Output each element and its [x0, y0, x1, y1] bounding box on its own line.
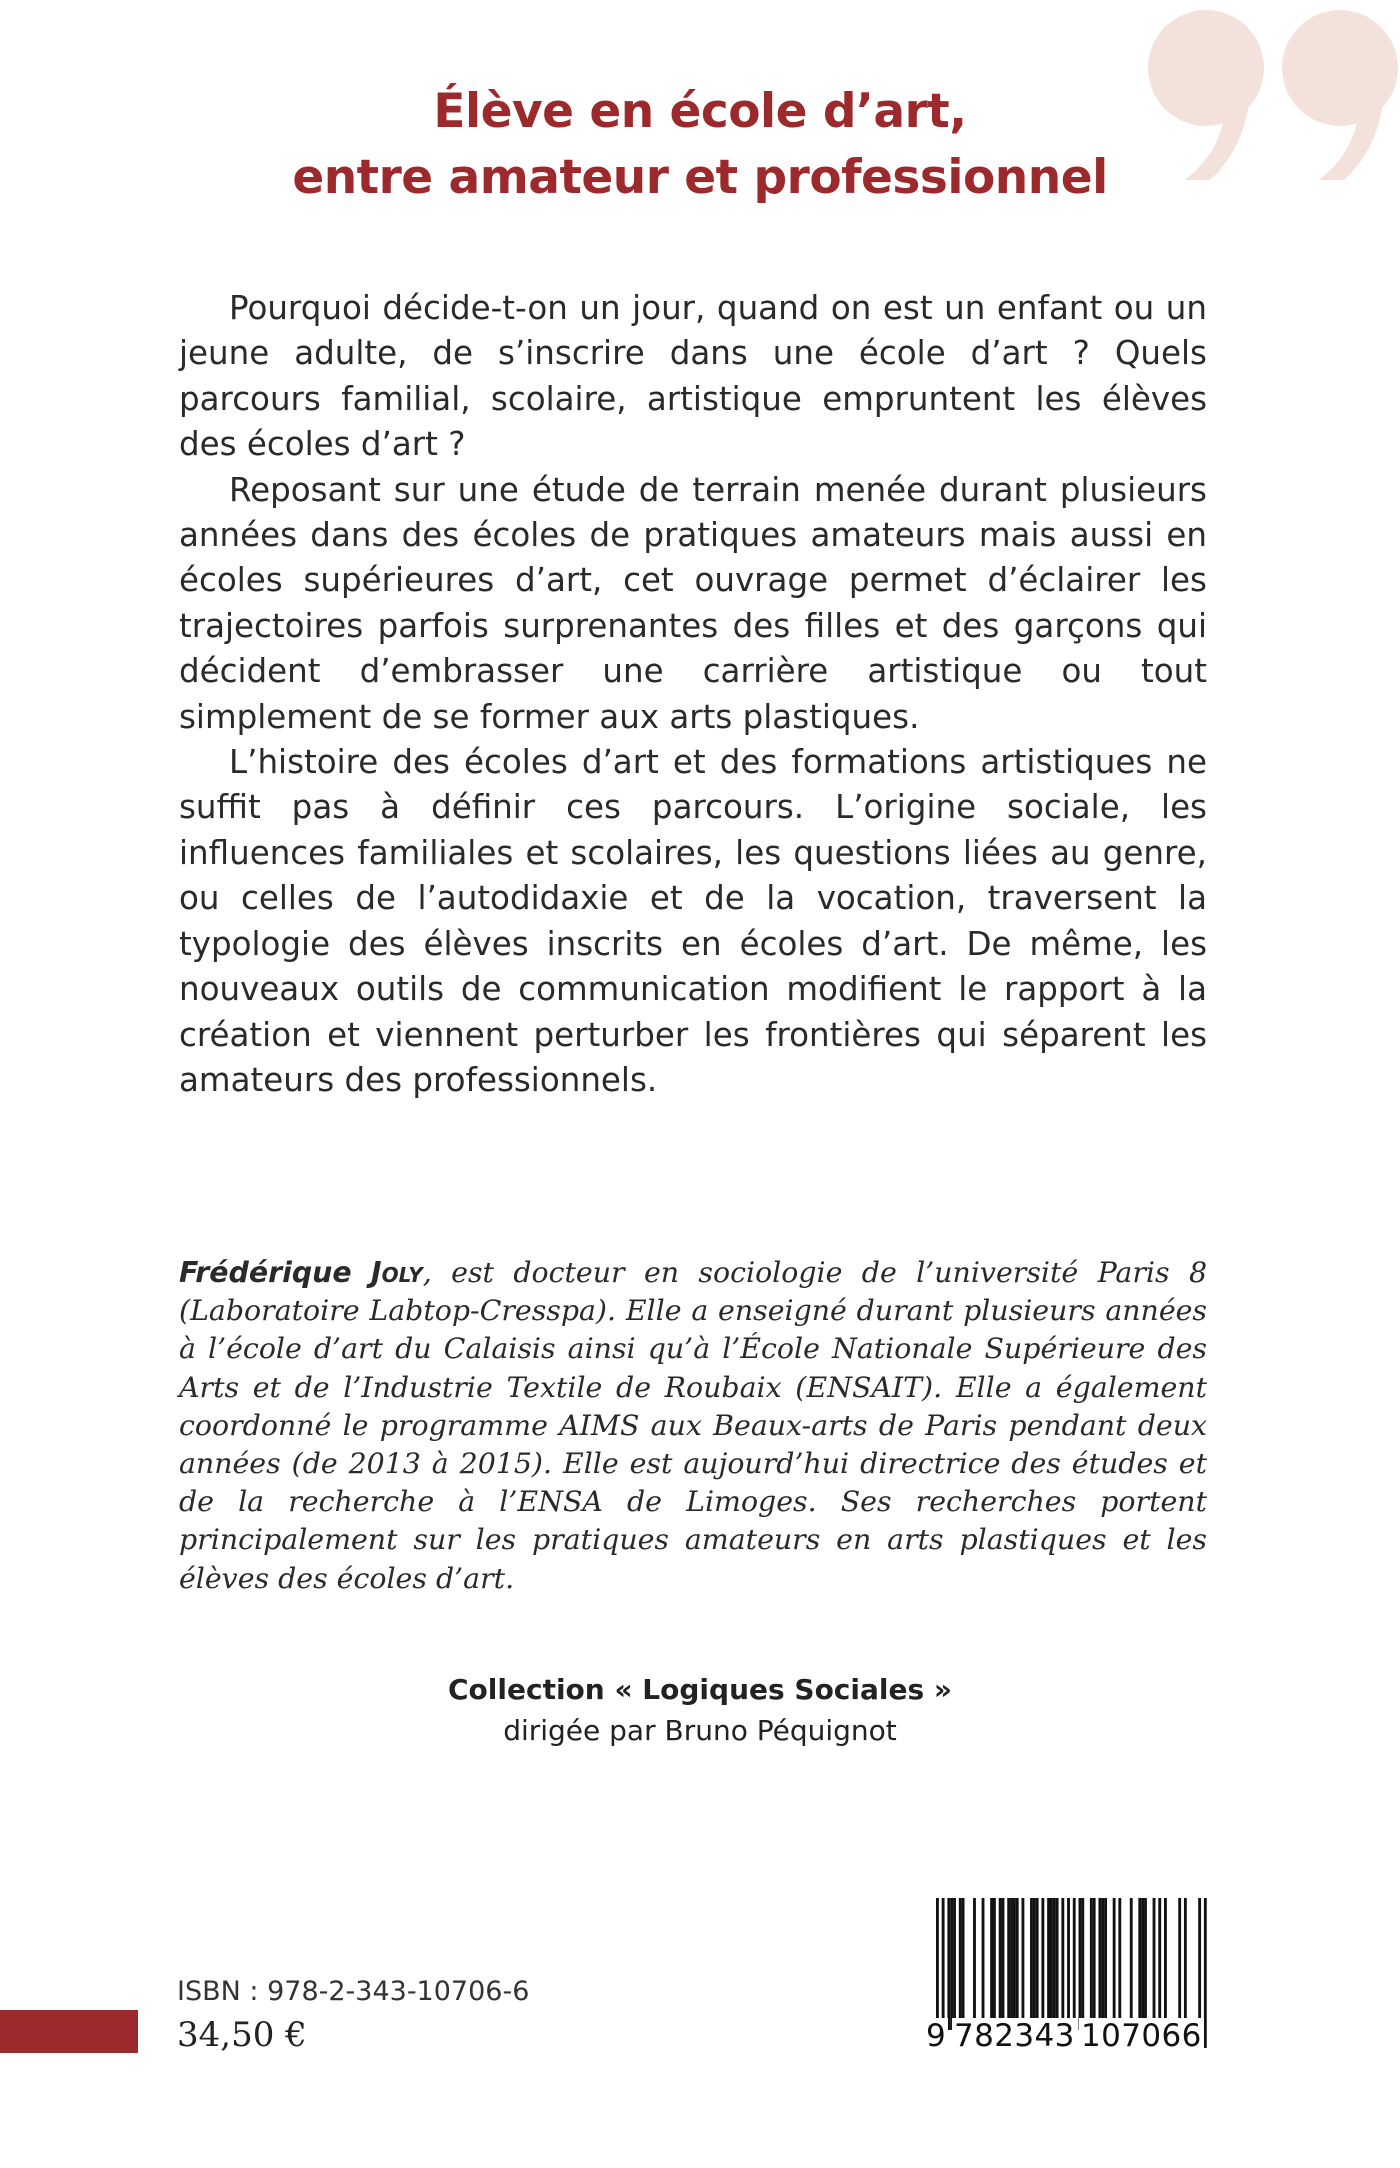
barcode-digit-first: 9 — [926, 2018, 947, 2054]
barcode-bar — [1081, 1898, 1084, 2030]
barcode-bar — [1164, 1898, 1167, 2030]
blurb-paragraph-2: Reposant sur une étude de terrain menée durant plusieurs années dans des écoles de pratiques amateurs mais aussi en écoles supérieures d’art, cet ouvrage permet d’éclairer les trajectoires parfois surprenantes des filles et des garçons qui décident d’embrasser une carrière artistique ou tout simplement de se former aux arts plastiques. — [179, 470, 1207, 736]
book-title-line-2: entre amateur et professionnel — [292, 150, 1108, 205]
barcode-bar — [1061, 1898, 1064, 2030]
barcode-bar — [959, 1898, 962, 2030]
barcode-bar — [1104, 1898, 1107, 2030]
blurb-paragraph-1: Pourquoi décide-t-on un jour, quand on est un enfant ou un jeune adulte, de s’inscrire dans une école d’art ? Quels parcours familial, scolaire, artistique empruntent les élèves des écoles d’art ? — [179, 289, 1207, 464]
barcode-bar — [953, 1898, 956, 2030]
barcode-bar — [1033, 1898, 1036, 2030]
barcode-bar — [1153, 1898, 1156, 2030]
barcode-bar — [1141, 1898, 1144, 2030]
author-last-name: Joly — [371, 1256, 423, 1289]
book-title-line-1: Élève en école d’art, — [433, 84, 967, 139]
barcode-bar — [1158, 1898, 1161, 2030]
barcode-bar — [1138, 1898, 1141, 2030]
barcode-bar — [962, 1898, 965, 2030]
barcode-bar — [1022, 1898, 1025, 2030]
barcode-bar — [1010, 1898, 1013, 2030]
barcode-digits — [928, 2018, 1215, 2060]
author-bio-text: , est docteur en sociologie de l’université Paris 8 (Laboratoire Labtop-Cresspa). Elle a enseigné durant plusieurs années à l’école d’art du Calaisis ainsi qu’à l’École Nationale Supérieure des Arts et de l’Industrie Textile de Roubaix (ENSAIT). Elle a également coordonné le programme AIMS aux Beaux-arts de Paris pendant deux années (de 2013 à 2015). Elle est aujourd’hui directrice des études et de la recherche à l’ENSA de Limoges. Ses recherches portent principalement sur les pratiques amateurs en arts plastiques et les élèves des écoles d’art. — [179, 1256, 1208, 1595]
barcode-bar — [1050, 1898, 1053, 2030]
blurb-paragraph-3: L’histoire des écoles d’art et des formations artistiques ne suffit pas à définir ces parcours. L’origine sociale, les influences familiales et scolaires, les questions liées au genre, ou celles de l’autodidaxie et de la vocation, traversent la typologie des élèves inscrits en écoles d’art. De même, les nouveaux outils de communication modifient le rapport à la création et viennent perturber les frontières qui séparent les amateurs des professionnels. — [179, 743, 1207, 1099]
blurb — [179, 286, 1207, 1103]
barcode-bar — [1144, 1898, 1147, 2030]
barcode-bar — [1113, 1898, 1116, 2030]
barcode-bar — [1047, 1898, 1050, 2030]
barcode — [928, 1898, 1215, 2060]
barcode-bar — [947, 1898, 950, 2030]
barcode-bar — [1056, 1898, 1059, 2030]
author-bio — [179, 1254, 1207, 1598]
collection-name: Collection « Logiques Sociales » — [448, 1673, 952, 1706]
barcode-bar — [1098, 1898, 1101, 2030]
barcode-bar — [973, 1898, 976, 2030]
barcode-bar — [982, 1898, 985, 2030]
barcode-bar — [1013, 1898, 1016, 2030]
barcode-bar — [1036, 1898, 1039, 2030]
collection-editor: dirigée par Bruno Péquignot — [503, 1714, 897, 1747]
barcode-bar — [1007, 1898, 1010, 2030]
barcode-bar — [1101, 1898, 1104, 2030]
barcode-bar — [1090, 1898, 1093, 2030]
isbn: ISBN : 978-2-343-10706-6 — [177, 1976, 530, 2007]
barcode-bar — [999, 1898, 1002, 2030]
barcode-bar — [1118, 1898, 1121, 2030]
barcode-bar — [1016, 1898, 1019, 2030]
barcode-bar — [1002, 1898, 1005, 2030]
barcode-digits-right: 107066 — [1081, 2018, 1202, 2054]
barcode-digits-left: 782343 — [954, 2018, 1075, 2054]
barcode-bar — [1041, 1898, 1044, 2030]
barcode-bar — [1093, 1898, 1096, 2030]
barcode-bar — [950, 1898, 953, 2030]
barcode-bar — [1030, 1898, 1033, 2030]
author-first-name: Frédérique — [179, 1256, 352, 1289]
barcode-bar — [1184, 1898, 1187, 2030]
barcode-bar — [1079, 1898, 1082, 2030]
barcode-bar — [1178, 1898, 1181, 2030]
barcode-bar — [1130, 1898, 1133, 2030]
barcode-bar — [990, 1898, 993, 2030]
accent-bar — [0, 2010, 138, 2053]
barcode-bar — [1053, 1898, 1056, 2030]
price: 34,50 € — [177, 2015, 307, 2055]
barcode-bar — [993, 1898, 996, 2030]
